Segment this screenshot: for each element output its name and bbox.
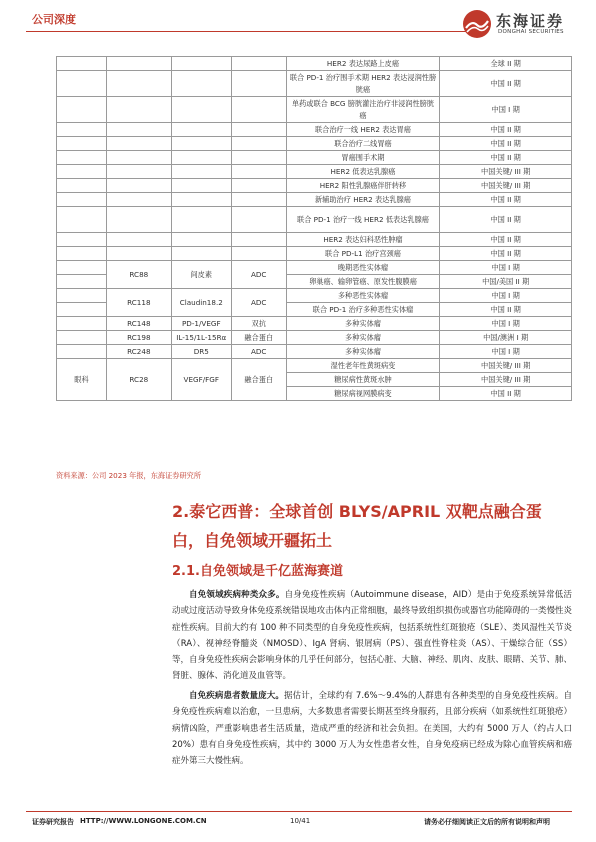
table-cell — [57, 165, 107, 179]
table-cell — [106, 57, 171, 71]
table-cell: 糖尿病性黄斑水肿 — [286, 373, 440, 387]
table-cell — [106, 193, 171, 207]
table-row — [57, 331, 572, 345]
table-cell: IL-15/1L-15Rα — [171, 331, 231, 345]
table-cell: 融合蛋白 — [231, 331, 286, 345]
table-cell: ADC — [231, 289, 286, 317]
footer-divider — [26, 811, 572, 812]
table-cell — [171, 57, 231, 71]
table-row — [57, 193, 572, 207]
table-cell — [231, 57, 286, 71]
table-cell — [57, 207, 107, 233]
table-cell: 湿性老年性黄斑病变 — [286, 359, 440, 373]
table-row — [57, 151, 572, 165]
table-cell: 联合治疗一线 HER2 表达胃癌 — [286, 123, 440, 137]
table-row — [57, 261, 572, 275]
subsection-heading: 2.1.自免领域是千亿蓝海赛道 — [172, 564, 343, 579]
table-cell — [231, 137, 286, 151]
table-cell — [106, 71, 171, 97]
table-cell: 中国关键/ III 期 — [440, 359, 572, 373]
table-cell — [57, 275, 107, 289]
table-cell: HER2 表达尿路上皮癌 — [286, 57, 440, 71]
paragraph-disease-types — [172, 587, 572, 685]
table-row — [57, 179, 572, 193]
table-cell: RC118 — [106, 289, 171, 317]
table-cell: HER2 表达妇科恶性肿瘤 — [286, 233, 440, 247]
pipeline-table-body — [57, 57, 572, 401]
table-cell — [231, 179, 286, 193]
table-cell — [106, 123, 171, 137]
table-cell — [231, 151, 286, 165]
table-cell: 中国 I 期 — [440, 289, 572, 303]
source-note: 资料来源：公司 2023 年报，东海证券研究所 — [56, 471, 202, 480]
table-cell: PD-1/VEGF — [171, 317, 231, 331]
table-cell: 中国关键/ III 期 — [440, 373, 572, 387]
table-row — [57, 123, 572, 137]
table-cell: 中国 II 期 — [440, 151, 572, 165]
table-row — [57, 359, 572, 373]
table-cell: 中国/澳洲 I 期 — [440, 331, 572, 345]
table-cell — [57, 193, 107, 207]
table-cell: 胃癌围手术期 — [286, 151, 440, 165]
table-cell — [106, 137, 171, 151]
table-cell — [171, 165, 231, 179]
table-cell: 间皮素 — [171, 261, 231, 289]
table-cell: 眼科 — [57, 359, 107, 401]
table-cell — [106, 165, 171, 179]
table-cell — [57, 71, 107, 97]
table-cell: 双抗 — [231, 317, 286, 331]
section-heading: 2.泰它西普：全球首创 BLYS/APRIL 双靶点融合蛋白，自免领域开疆拓土 — [172, 502, 542, 550]
table-cell: 中国 II 期 — [440, 303, 572, 317]
table-cell — [231, 71, 286, 97]
table-row — [57, 137, 572, 151]
table-cell — [171, 179, 231, 193]
table-cell: 中国 II 期 — [440, 207, 572, 233]
table-cell: 多种实体瘤 — [286, 317, 440, 331]
table-row — [57, 57, 572, 71]
table-cell — [106, 233, 171, 247]
table-cell: 多种恶性实体瘤 — [286, 289, 440, 303]
donghai-logo — [462, 6, 572, 42]
table-cell — [57, 123, 107, 137]
table-cell: 中国 II 期 — [440, 233, 572, 247]
table-cell — [231, 165, 286, 179]
paragraph-lead: 自免领域疾病种类众多。 — [189, 590, 285, 600]
table-cell — [57, 261, 107, 275]
table-cell: 融合蛋白 — [231, 359, 286, 401]
table-cell — [171, 151, 231, 165]
table-cell: 中国 I 期 — [440, 261, 572, 275]
table-cell: RC198 — [106, 331, 171, 345]
table-cell — [171, 97, 231, 123]
table-cell: 中国 II 期 — [440, 193, 572, 207]
table-cell: Claudin18.2 — [171, 289, 231, 317]
table-cell: 中国 II 期 — [440, 137, 572, 151]
table-row — [57, 165, 572, 179]
table-cell: 单药或联合 BCG 膀胱灌注治疗非浸润性膀胱癌 — [286, 97, 440, 123]
wave-logo-icon — [462, 9, 492, 39]
logo-chinese-name: 东海证券 — [496, 12, 565, 30]
table-cell — [57, 151, 107, 165]
table-cell — [106, 247, 171, 261]
table-cell — [171, 123, 231, 137]
page-number: 10/41 — [290, 817, 311, 825]
table-cell: VEGF/FGF — [171, 359, 231, 401]
table-cell: DR5 — [171, 345, 231, 359]
table-cell — [106, 179, 171, 193]
table-cell — [57, 247, 107, 261]
table-cell — [231, 193, 286, 207]
table-cell: 糖尿病视网膜病变 — [286, 387, 440, 401]
table-cell: RC28 — [106, 359, 171, 401]
table-row — [57, 207, 572, 233]
table-row — [57, 71, 572, 97]
table-cell: 联合治疗二线胃癌 — [286, 137, 440, 151]
table-cell: 中国 II 期 — [440, 387, 572, 401]
table-cell — [171, 71, 231, 97]
table-cell — [171, 247, 231, 261]
table-row — [57, 233, 572, 247]
table-cell — [57, 137, 107, 151]
table-cell — [57, 303, 107, 317]
footer-disclaimer: 请务必仔细阅读正文后的所有说明和声明 — [424, 818, 550, 826]
table-cell: RC88 — [106, 261, 171, 289]
table-cell — [57, 57, 107, 71]
table-cell: 新辅助治疗 HER2 表达乳腺癌 — [286, 193, 440, 207]
table-cell — [171, 207, 231, 233]
table-cell: 全球 II 期 — [440, 57, 572, 71]
table-cell: 中国 II 期 — [440, 247, 572, 261]
table-cell — [57, 331, 107, 345]
table-cell: 中国 II 期 — [440, 71, 572, 97]
table-cell: 中国 I 期 — [440, 345, 572, 359]
table-cell — [57, 179, 107, 193]
table-cell — [57, 345, 107, 359]
table-cell — [231, 97, 286, 123]
table-cell: 联合 PD-1 治疗多种恶性实体瘤 — [286, 303, 440, 317]
pipeline-table — [56, 56, 572, 401]
table-row — [57, 247, 572, 261]
table-cell: 晚期恶性实体瘤 — [286, 261, 440, 275]
table-cell — [231, 233, 286, 247]
table-cell: RC248 — [106, 345, 171, 359]
paragraph-lead: 自免疾病患者数量庞大。 — [189, 691, 284, 701]
footer-report-label: 证券研究报告 — [32, 818, 74, 826]
table-cell — [106, 207, 171, 233]
table-cell: 多种实体瘤 — [286, 331, 440, 345]
paragraph-body: 据估计，全球约有 7.6%～9.4%的人群患有各种类型的自身免疫性疾病。自身免疫性疾病难以治愈，一旦患病，大多数患者需要长期甚至终身服药，且部分疾病（如系统性红斑狼疮）病情凶险，严重影响患者生活质量，造成严重的经济和社会负担。在美国，大约有 5000 万人（约占人口 20%）患有自身免疫性疾病，其中约 3000 万人为女性患者女性，自身免疫病已经成为除心血管疾病和癌症外第三大慢性病。 — [172, 691, 572, 767]
footer-website-link[interactable]: HTTP://WWW.LONGONE.COM.CN — [80, 817, 207, 825]
table-cell: HER2 阳性乳腺癌伴肝转移 — [286, 179, 440, 193]
table-row — [57, 97, 572, 123]
table-cell: 联合 PD-1 治疗一线 HER2 低表达乳腺癌 — [286, 207, 440, 233]
table-cell — [231, 123, 286, 137]
table-cell: 中国关键/ III 期 — [440, 165, 572, 179]
table-cell: 联合 PD-1 治疗围手术期 HER2 表达浸润性膀胱癌 — [286, 71, 440, 97]
report-type-tag: 公司深度 — [32, 13, 76, 26]
table-cell — [57, 317, 107, 331]
table-cell — [171, 193, 231, 207]
table-cell: 中国/美国 II 期 — [440, 275, 572, 289]
table-cell — [231, 207, 286, 233]
table-cell: 联合 PD-L1 治疗宫颈癌 — [286, 247, 440, 261]
table-cell: ADC — [231, 345, 286, 359]
paragraph-body: 自身免疫性疾病（Autoimmune disease，AID）是由于免疫系统异常低活动或过度活动导致身体免疫系统错误地攻击体内正常细胞，最终导致组织损伤或器官功能障碍的一类慢性炎症性疾病。目前大约有 100 种不同类型的自身免疫性疾病，包括系统性红斑狼疮（SLE）、类风湿性关节炎（RA）、视神经脊髓炎（NMOSD）、IgA 肾病、银屑病（PS）、强直性脊柱炎（AS）、干燥综合征（SS）等，自身免疫性疾病会影响身体的几乎任何部分，包括心脏、大脑、神经、肌肉、皮肤、眼睛、关节、肺、肾脏、腺体、消化道及血管等。 — [172, 590, 572, 682]
table-cell: 卵巢癌、输卵管癌、原发性腹膜癌 — [286, 275, 440, 289]
page-header — [0, 0, 596, 46]
table-row — [57, 317, 572, 331]
logo-english-name: DONGHAI SECURITIES — [498, 29, 564, 35]
table-cell: 中国 I 期 — [440, 97, 572, 123]
table-cell: 中国 I 期 — [440, 317, 572, 331]
table-row — [57, 289, 572, 303]
table-cell — [106, 97, 171, 123]
table-cell: 中国 II 期 — [440, 123, 572, 137]
table-cell — [57, 289, 107, 303]
table-cell: RC148 — [106, 317, 171, 331]
table-cell: 多种实体瘤 — [286, 345, 440, 359]
table-cell — [231, 247, 286, 261]
table-cell — [106, 151, 171, 165]
paragraph-patient-count — [172, 688, 572, 769]
table-row — [57, 345, 572, 359]
table-cell: ADC — [231, 261, 286, 289]
table-cell — [57, 97, 107, 123]
table-cell — [171, 137, 231, 151]
table-cell: 中国关键/ III 期 — [440, 179, 572, 193]
table-cell — [171, 233, 231, 247]
header-divider — [26, 31, 468, 32]
table-cell — [57, 233, 107, 247]
table-cell: HER2 低表达乳腺癌 — [286, 165, 440, 179]
